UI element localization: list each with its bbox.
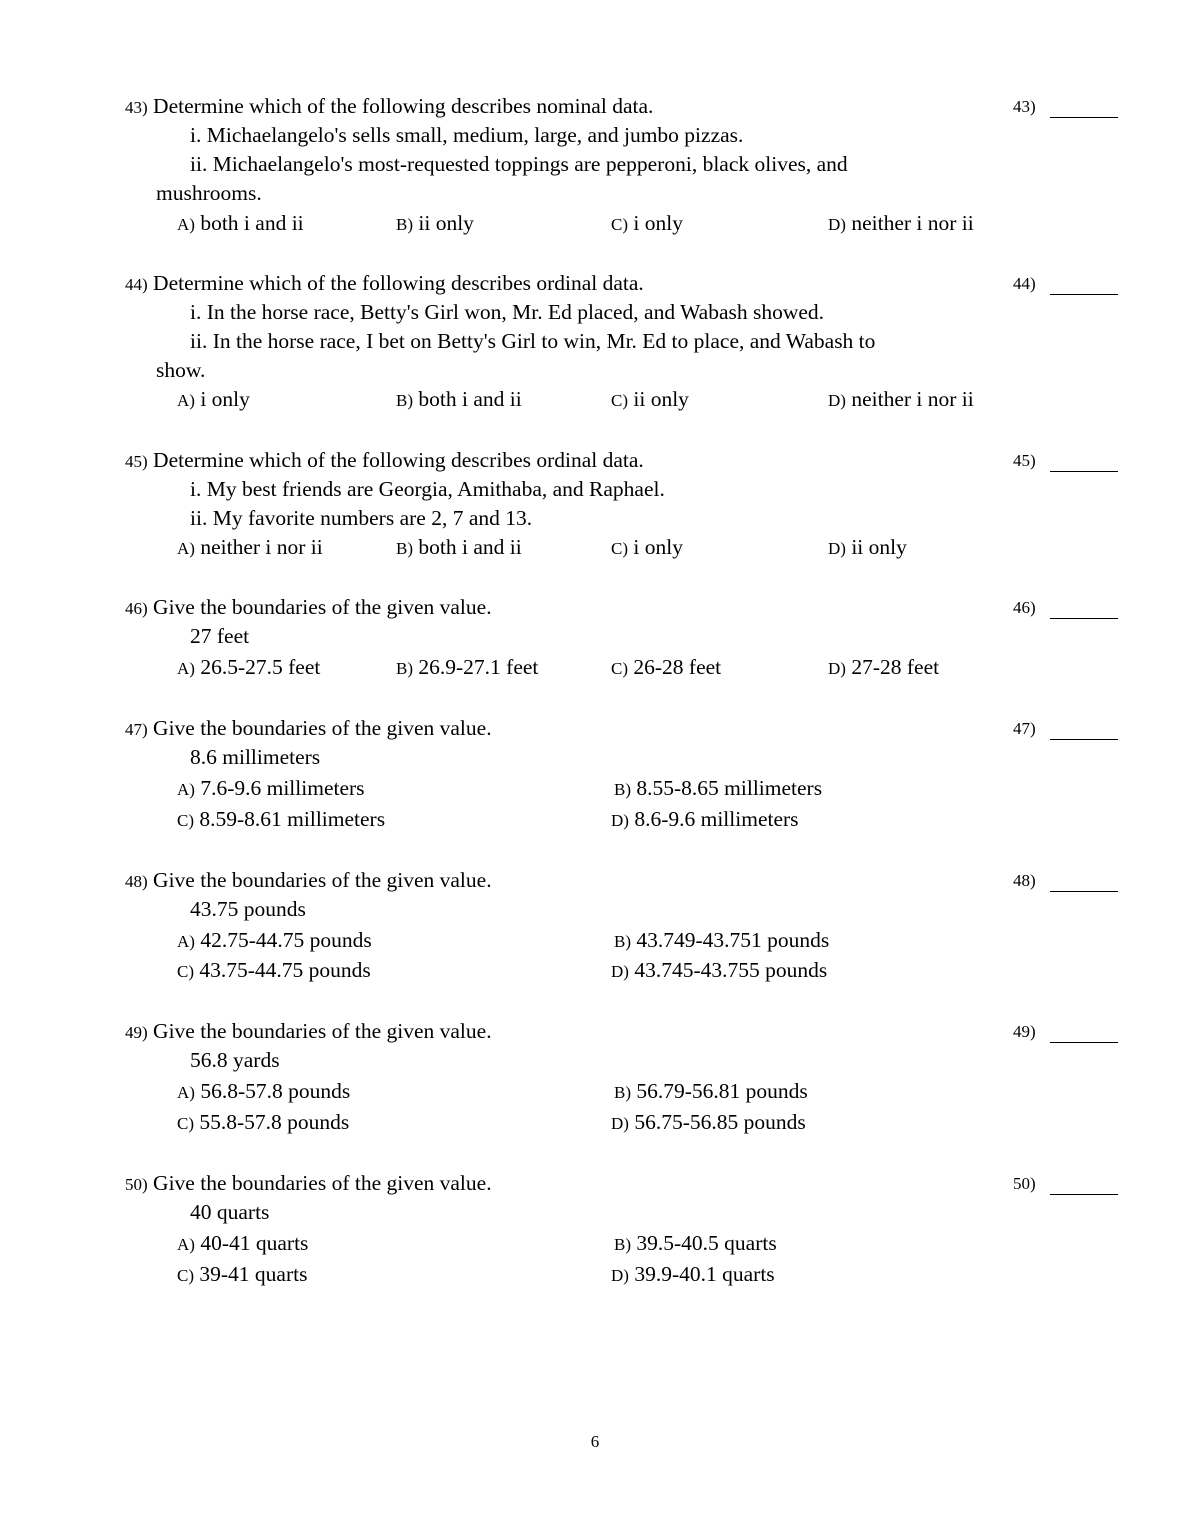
- answer-blank: [1050, 452, 1118, 472]
- question-prompt: 49) Give the boundaries of the given value.: [125, 1019, 492, 1043]
- answer-blank: [1050, 275, 1118, 295]
- question-prompt: 44) Determine which of the following describes ordinal data.: [125, 271, 644, 295]
- question-item: i. Michaelangelo's sells small, medium, large, and jumbo pizzas.: [190, 123, 744, 147]
- option-b: B) 26.9-27.1 feet: [396, 655, 539, 679]
- answer-number: 48): [1013, 871, 1036, 890]
- answer-number: 47): [1013, 719, 1036, 738]
- option-d: D) 39.9-40.1 quarts: [611, 1262, 775, 1286]
- answer-blank: [1050, 1023, 1118, 1043]
- option-a: A) both i and ii: [177, 211, 304, 235]
- question-prompt: 48) Give the boundaries of the given value.: [125, 868, 492, 892]
- answer-number: 50): [1013, 1174, 1036, 1193]
- question-value: 40 quarts: [190, 1200, 270, 1224]
- option-b: B) 39.5-40.5 quarts: [614, 1231, 777, 1255]
- question-prompt: 45) Determine which of the following describes ordinal data.: [125, 448, 644, 472]
- answer-blank: [1050, 872, 1118, 892]
- option-a: A) neither i nor ii: [177, 535, 323, 559]
- option-a: A) 42.75-44.75 pounds: [177, 928, 372, 952]
- question-item: ii. In the horse race, I bet on Betty's Girl to win, Mr. Ed to place, and Wabash to: [190, 329, 876, 353]
- question-continuation: show.: [156, 358, 206, 382]
- option-c: C) i only: [611, 535, 683, 559]
- option-a: A) 26.5-27.5 feet: [177, 655, 321, 679]
- question-item: i. In the horse race, Betty's Girl won, Mr. Ed placed, and Wabash showed.: [190, 300, 825, 324]
- option-c: C) 43.75-44.75 pounds: [177, 958, 371, 982]
- question-value: 8.6 millimeters: [190, 745, 321, 769]
- option-d: D) 27-28 feet: [828, 655, 940, 679]
- question-prompt: 50) Give the boundaries of the given value.: [125, 1171, 492, 1195]
- question-prompt: 47) Give the boundaries of the given value.: [125, 716, 492, 740]
- answer-blank: [1050, 1175, 1118, 1195]
- option-d: D) neither i nor ii: [828, 387, 974, 411]
- option-d: D) neither i nor ii: [828, 211, 974, 235]
- question-item: i. My best friends are Georgia, Amithaba, and Raphael.: [190, 477, 665, 501]
- option-d: D) 8.6-9.6 millimeters: [611, 807, 799, 831]
- option-b: B) 43.749-43.751 pounds: [614, 928, 830, 952]
- option-a: A) 7.6-9.6 millimeters: [177, 776, 365, 800]
- option-b: B) both i and ii: [396, 387, 522, 411]
- answer-number: 45): [1013, 451, 1036, 470]
- question-item: ii. Michaelangelo's most-requested toppings are pepperoni, black olives, and: [190, 152, 848, 176]
- answer-number: 49): [1013, 1022, 1036, 1041]
- option-c: C) 8.59-8.61 millimeters: [177, 807, 386, 831]
- option-b: B) ii only: [396, 211, 474, 235]
- option-c: C) 55.8-57.8 pounds: [177, 1110, 350, 1134]
- option-a: A) i only: [177, 387, 250, 411]
- question-prompt: 46) Give the boundaries of the given value.: [125, 595, 492, 619]
- option-d: D) 43.745-43.755 pounds: [611, 958, 828, 982]
- question-value: 27 feet: [190, 624, 250, 648]
- page-number: 6: [590, 1432, 600, 1451]
- answer-number: 44): [1013, 274, 1036, 293]
- answer-blank: [1050, 720, 1118, 740]
- option-c: C) ii only: [611, 387, 689, 411]
- option-a: A) 56.8-57.8 pounds: [177, 1079, 351, 1103]
- question-value: 43.75 pounds: [190, 897, 306, 921]
- answer-blank: [1050, 599, 1118, 619]
- option-d: D) 56.75-56.85 pounds: [611, 1110, 806, 1134]
- question-value: 56.8 yards: [190, 1048, 280, 1072]
- answer-number: 43): [1013, 97, 1036, 116]
- question-item: ii. My favorite numbers are 2, 7 and 13.: [190, 506, 533, 530]
- option-d: D) ii only: [828, 535, 907, 559]
- option-c: C) 39-41 quarts: [177, 1262, 308, 1286]
- answer-blank: [1050, 98, 1118, 118]
- option-c: C) 26-28 feet: [611, 655, 722, 679]
- answer-number: 46): [1013, 598, 1036, 617]
- option-b: B) 56.79-56.81 pounds: [614, 1079, 808, 1103]
- question-continuation: mushrooms.: [156, 181, 262, 205]
- option-c: C) i only: [611, 211, 683, 235]
- option-a: A) 40-41 quarts: [177, 1231, 309, 1255]
- question-prompt: 43) Determine which of the following describes nominal data.: [125, 94, 654, 118]
- option-b: B) both i and ii: [396, 535, 522, 559]
- option-b: B) 8.55-8.65 millimeters: [614, 776, 823, 800]
